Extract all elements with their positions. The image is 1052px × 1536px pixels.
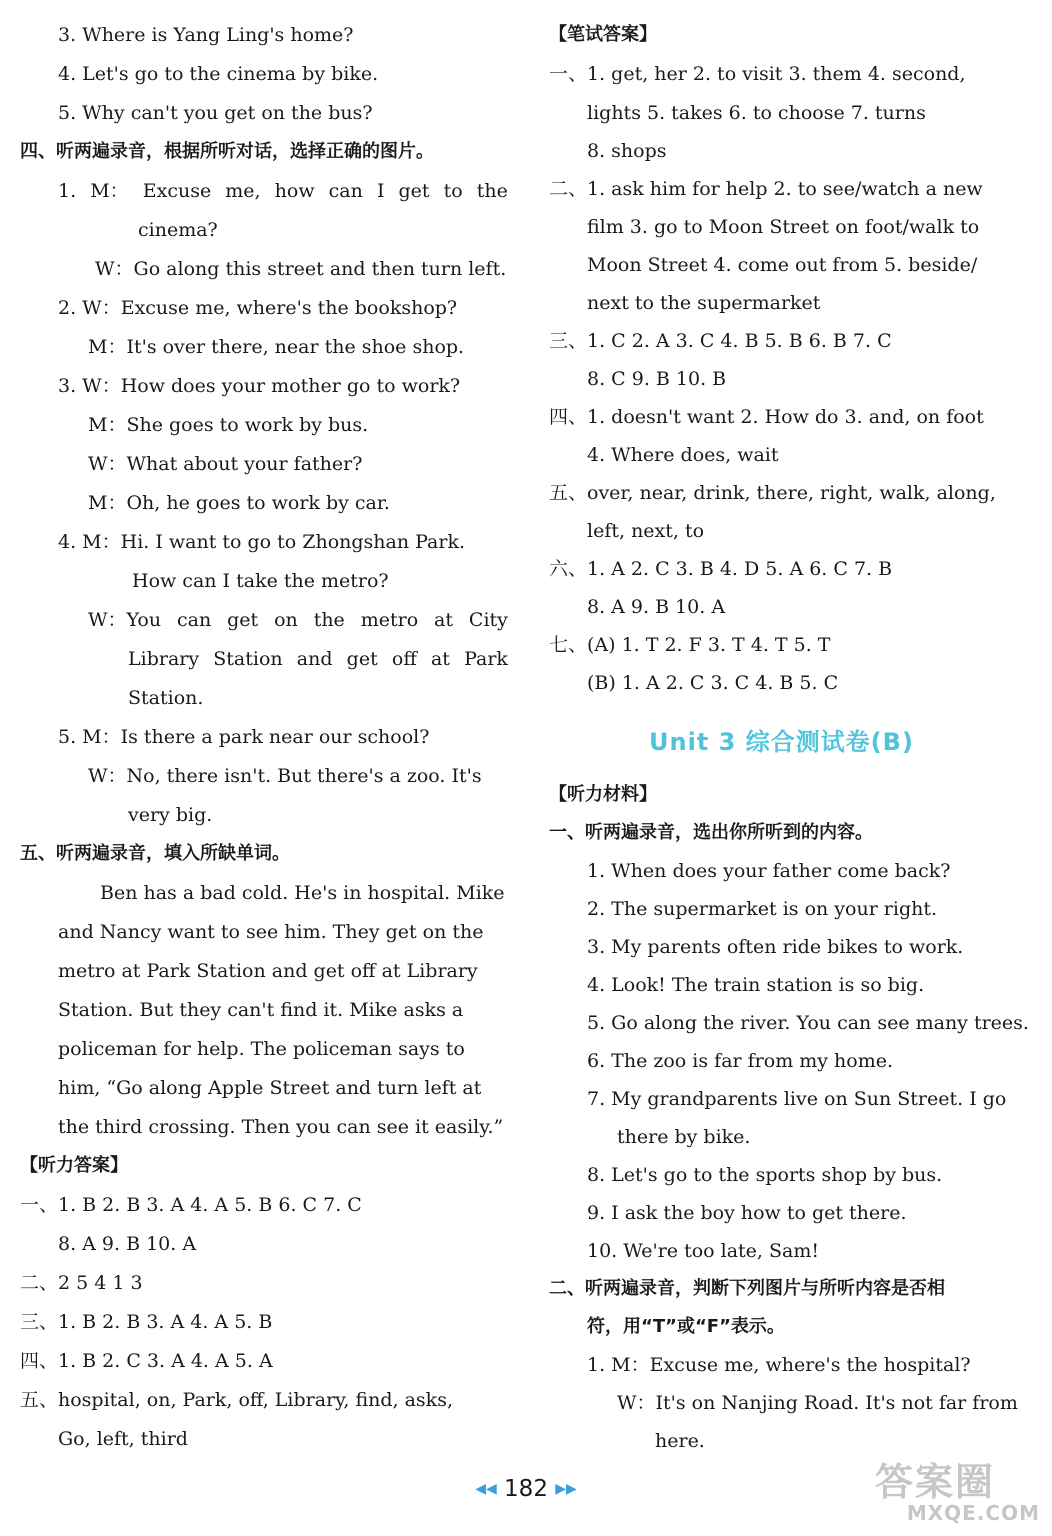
passage-line: Station. But they can't find it. Mike asks a — [58, 999, 464, 1021]
answer-line: 8. A 9. B 10. A — [58, 1233, 197, 1255]
passage-line: him, “Go along Apple Street and turn left at — [58, 1077, 482, 1099]
passage-line: Ben has a bad cold. He's in hospital. Mike — [100, 882, 505, 904]
answer-line: film 3. go to Moon Street on foot/walk to — [587, 216, 980, 238]
answer-heading: 【笔试答案】 — [549, 24, 657, 45]
answer-line: next to the supermarket — [587, 292, 821, 314]
material-heading: 【听力材料】 — [549, 784, 657, 805]
dialogue-line: M：She goes to work by bus. — [88, 414, 369, 436]
answer-line: 一、1. B 2. B 3. A 4. A 5. B 6. C 7. C — [20, 1194, 362, 1216]
dialogue-line: W：No, there isn't. But there's a zoo. It's — [88, 765, 482, 787]
question-line: 3. My parents often ride bikes to work. — [587, 936, 964, 958]
answer-line: 三、1. C 2. A 3. C 4. B 5. B 6. B 7. C — [549, 330, 892, 352]
answer-line: 六、1. A 2. C 3. B 4. D 5. A 6. C 7. B — [549, 558, 893, 580]
answer-line: 一、1. get, her 2. to visit 3. them 4. second, — [549, 63, 966, 85]
dialogue-line: cinema? — [138, 219, 218, 241]
dialogue-line: 1. M： Excuse me, how can I get to the — [58, 180, 508, 202]
question-line: 8. Let's go to the sports shop by bus. — [587, 1164, 943, 1186]
answer-line: Moon Street 4. come out from 5. beside/ — [587, 254, 978, 276]
answer-line: 五、over, near, drink, there, right, walk, along, — [549, 482, 996, 504]
answer-line: 七、(A) 1. T 2. F 3. T 4. T 5. T — [549, 634, 831, 656]
answer-line: 五、hospital, on, Park, off, Library, find, asks, — [20, 1389, 453, 1411]
dialogue-line: M：Oh, he goes to work by car. — [88, 492, 390, 514]
dialogue-line: Library Station and get off at Park — [128, 648, 508, 670]
answer-line: 8. shops — [587, 140, 667, 162]
passage-line: and Nancy want to see him. They get on the — [58, 921, 484, 943]
question-line: 9. I ask the boy how to get there. — [587, 1202, 907, 1224]
answer-line: Go, left, third — [58, 1428, 188, 1450]
dialogue-line: 2. W：Excuse me, where's the bookshop? — [58, 297, 458, 319]
dialogue-line: W：It's on Nanjing Road. It's not far from — [617, 1392, 1018, 1414]
question-line: there by bike. — [617, 1126, 751, 1148]
dialogue-line: 4. M：Hi. I want to go to Zhongshan Park. — [58, 531, 466, 553]
answer-line: (B) 1. A 2. C 3. C 4. B 5. C — [587, 672, 839, 694]
dialogue-line: How can I take the metro? — [132, 570, 389, 592]
passage-line: the third crossing. Then you can see it easily.” — [58, 1116, 504, 1138]
dialogue-line: W：You can get on the metro at City — [88, 609, 508, 631]
section-heading: 二、听两遍录音，判断下列图片与所听内容是否相 — [549, 1278, 945, 1299]
answer-heading: 【听力答案】 — [20, 1155, 128, 1176]
answer-line: 8. C 9. B 10. B — [587, 368, 727, 390]
dialogue-line: 5. M：Is there a park near our school? — [58, 726, 430, 748]
line: 4. Let's go to the cinema by bike. — [58, 63, 379, 85]
answer-line: 四、1. B 2. C 3. A 4. A 5. A — [20, 1350, 273, 1372]
dialogue-line: 3. W：How does your mother go to work? — [58, 375, 461, 397]
section-heading: 符，用“T”或“F”表示。 — [587, 1316, 785, 1337]
section-heading: 一、听两遍录音，选出你所听到的内容。 — [549, 822, 873, 843]
line: 3. Where is Yang Ling's home? — [58, 24, 354, 46]
passage-line: policeman for help. The policeman says to — [58, 1038, 465, 1060]
dialogue-line: 1. M：Excuse me, where's the hospital? — [587, 1354, 971, 1376]
section-heading: 五、听两遍录音，填入所缺单词。 — [20, 843, 290, 864]
unit-title: Unit 3 综合测试卷(B) — [649, 728, 914, 756]
question-line: 7. My grandparents live on Sun Street. I go — [587, 1088, 1007, 1110]
line: 5. Why can't you get on the bus? — [58, 102, 373, 124]
dialogue-line: M：It's over there, near the shoe shop. — [88, 336, 465, 358]
dialogue-line: very big. — [128, 804, 213, 826]
question-line: 6. The zoo is far from my home. — [587, 1050, 894, 1072]
question-line: 4. Look! The train station is so big. — [587, 974, 925, 996]
question-line: 5. Go along the river. You can see many trees. — [587, 1012, 1029, 1034]
watermark-logo — [875, 1462, 1040, 1528]
next-arrows-icon: ▶▶ — [555, 1481, 577, 1497]
dialogue-line: W：Go along this street and then turn left. — [95, 258, 507, 280]
question-line: 10. We're too late, Sam! — [587, 1240, 819, 1262]
answer-line: left, next, to — [587, 520, 705, 542]
answer-line: 二、1. ask him for help 2. to see/watch a new — [549, 178, 983, 200]
dialogue-line: here. — [655, 1430, 705, 1452]
passage-line: metro at Park Station and get off at Library — [58, 960, 478, 982]
watermark-url: MXQE.COM — [906, 1501, 1040, 1525]
answer-line: 二、2 5 4 1 3 — [20, 1272, 143, 1294]
answer-line: 四、1. doesn't want 2. How do 3. and, on foot — [549, 406, 984, 428]
answer-line: 三、1. B 2. B 3. A 4. A 5. B — [20, 1311, 273, 1333]
section-heading: 四、听两遍录音，根据所听对话，选择正确的图片。 — [20, 141, 434, 162]
page-number: 182 — [504, 1476, 548, 1502]
dialogue-line: W：What about your father? — [88, 453, 363, 475]
question-line: 1. When does your father come back? — [587, 860, 951, 882]
watermark-text: 答案圈 — [875, 1460, 996, 1504]
prev-arrows-icon: ◀◀ — [475, 1481, 497, 1497]
answer-line: 4. Where does, wait — [587, 444, 779, 466]
answer-line: lights 5. takes 6. to choose 7. turns — [587, 102, 926, 124]
answer-line: 8. A 9. B 10. A — [587, 596, 726, 618]
dialogue-line: Station. — [128, 687, 204, 709]
question-line: 2. The supermarket is on your right. — [587, 898, 938, 920]
